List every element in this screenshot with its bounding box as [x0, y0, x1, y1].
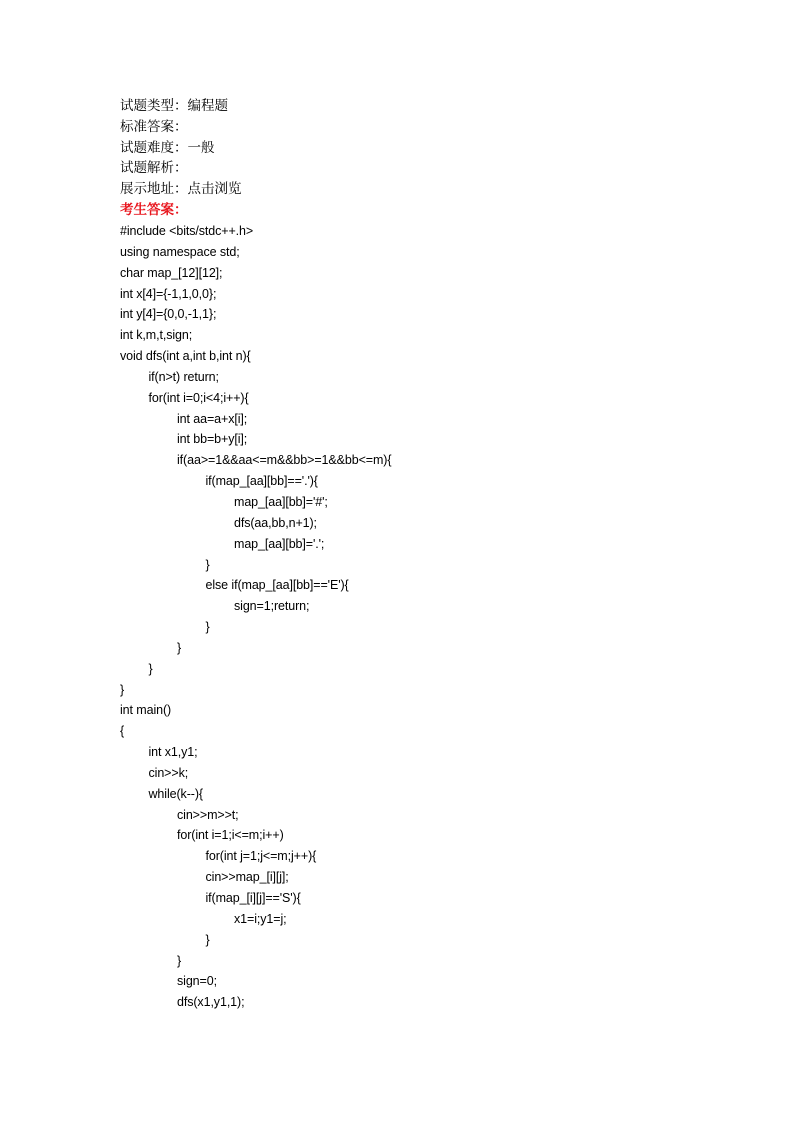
code-line: cin>>m>>t; — [177, 807, 239, 822]
code-line: int k,m,t,sign; — [120, 328, 193, 343]
code-line: if(map_[i][j]=='S'){ — [205, 891, 301, 905]
code-line: map_[aa][bb]='#'; — [234, 494, 328, 509]
standard-answer-line — [120, 117, 720, 138]
difficulty-line — [120, 138, 720, 159]
code-line: int x1,y1; — [148, 745, 198, 760]
analysis-label: 试题解析： — [120, 160, 188, 177]
code-line: sign=0; — [177, 974, 217, 989]
code-line: map_[aa][bb]='.'; — [234, 536, 325, 551]
difficulty-value: 一般 — [187, 139, 215, 156]
code-line: for(int i=0;i<4;i++){ — [148, 390, 249, 405]
code-line: } — [177, 640, 182, 655]
display-address-label: 展示地址： — [120, 181, 188, 198]
code-line: int x[4]={-1,1,0,0}; — [120, 286, 217, 301]
code-line: while(k--){ — [148, 786, 203, 801]
code-line: char map_[12][12]; — [120, 265, 223, 280]
question-type-label: 试题类型： — [120, 98, 188, 114]
display-address-line — [120, 179, 720, 200]
question-type-line — [120, 96, 720, 117]
code-line: else if(map_[aa][bb]=='E'){ — [205, 578, 349, 593]
code-line: if(n>t) return; — [148, 369, 219, 384]
code-line: dfs(aa,bb,n+1); — [234, 515, 317, 530]
analysis-line — [120, 158, 720, 179]
code-line: int main() — [120, 703, 172, 718]
code-line: #include <bits/stdc++.h> — [120, 224, 254, 238]
code-line: dfs(x1,y1,1); — [177, 995, 245, 1010]
code-line: if(aa>=1&&aa<=m&&bb>=1&&bb<=m){ — [177, 453, 392, 468]
code-line: } — [120, 682, 125, 697]
code-line: x1=i;y1=j; — [234, 911, 287, 926]
code-line: cin>>map_[i][j]; — [205, 870, 289, 885]
student-answer-heading: 考生答案： — [120, 201, 188, 218]
code-line: void dfs(int a,int b,int n){ — [120, 349, 251, 364]
code-line: } — [205, 557, 210, 572]
code-line: } — [148, 661, 153, 676]
question-type-value: 编程题 — [187, 98, 228, 114]
code-line: int y[4]={0,0,-1,1}; — [120, 307, 217, 322]
code-line: } — [177, 953, 182, 968]
code-line: { — [120, 724, 125, 739]
display-address-link[interactable]: 点击浏览 — [187, 181, 242, 198]
code-line: } — [205, 932, 210, 947]
code-line: if(map_[aa][bb]=='.'){ — [205, 474, 318, 489]
code-line: for(int i=1;i<=m;i++) — [177, 828, 284, 843]
code-line: } — [205, 620, 210, 635]
code-line: int bb=b+y[i]; — [177, 432, 248, 447]
difficulty-label: 试题难度： — [120, 139, 188, 156]
code-line: int aa=a+x[i]; — [177, 411, 248, 426]
student-answer-code — [120, 221, 760, 1013]
code-line: using namespace std; — [120, 244, 240, 259]
code-line: cin>>k; — [148, 765, 189, 780]
question-info — [120, 96, 720, 221]
standard-answer-label: 标准答案： — [120, 118, 188, 135]
code-line: sign=1;return; — [234, 599, 310, 614]
code-line: for(int j=1;j<=m;j++){ — [205, 849, 317, 864]
